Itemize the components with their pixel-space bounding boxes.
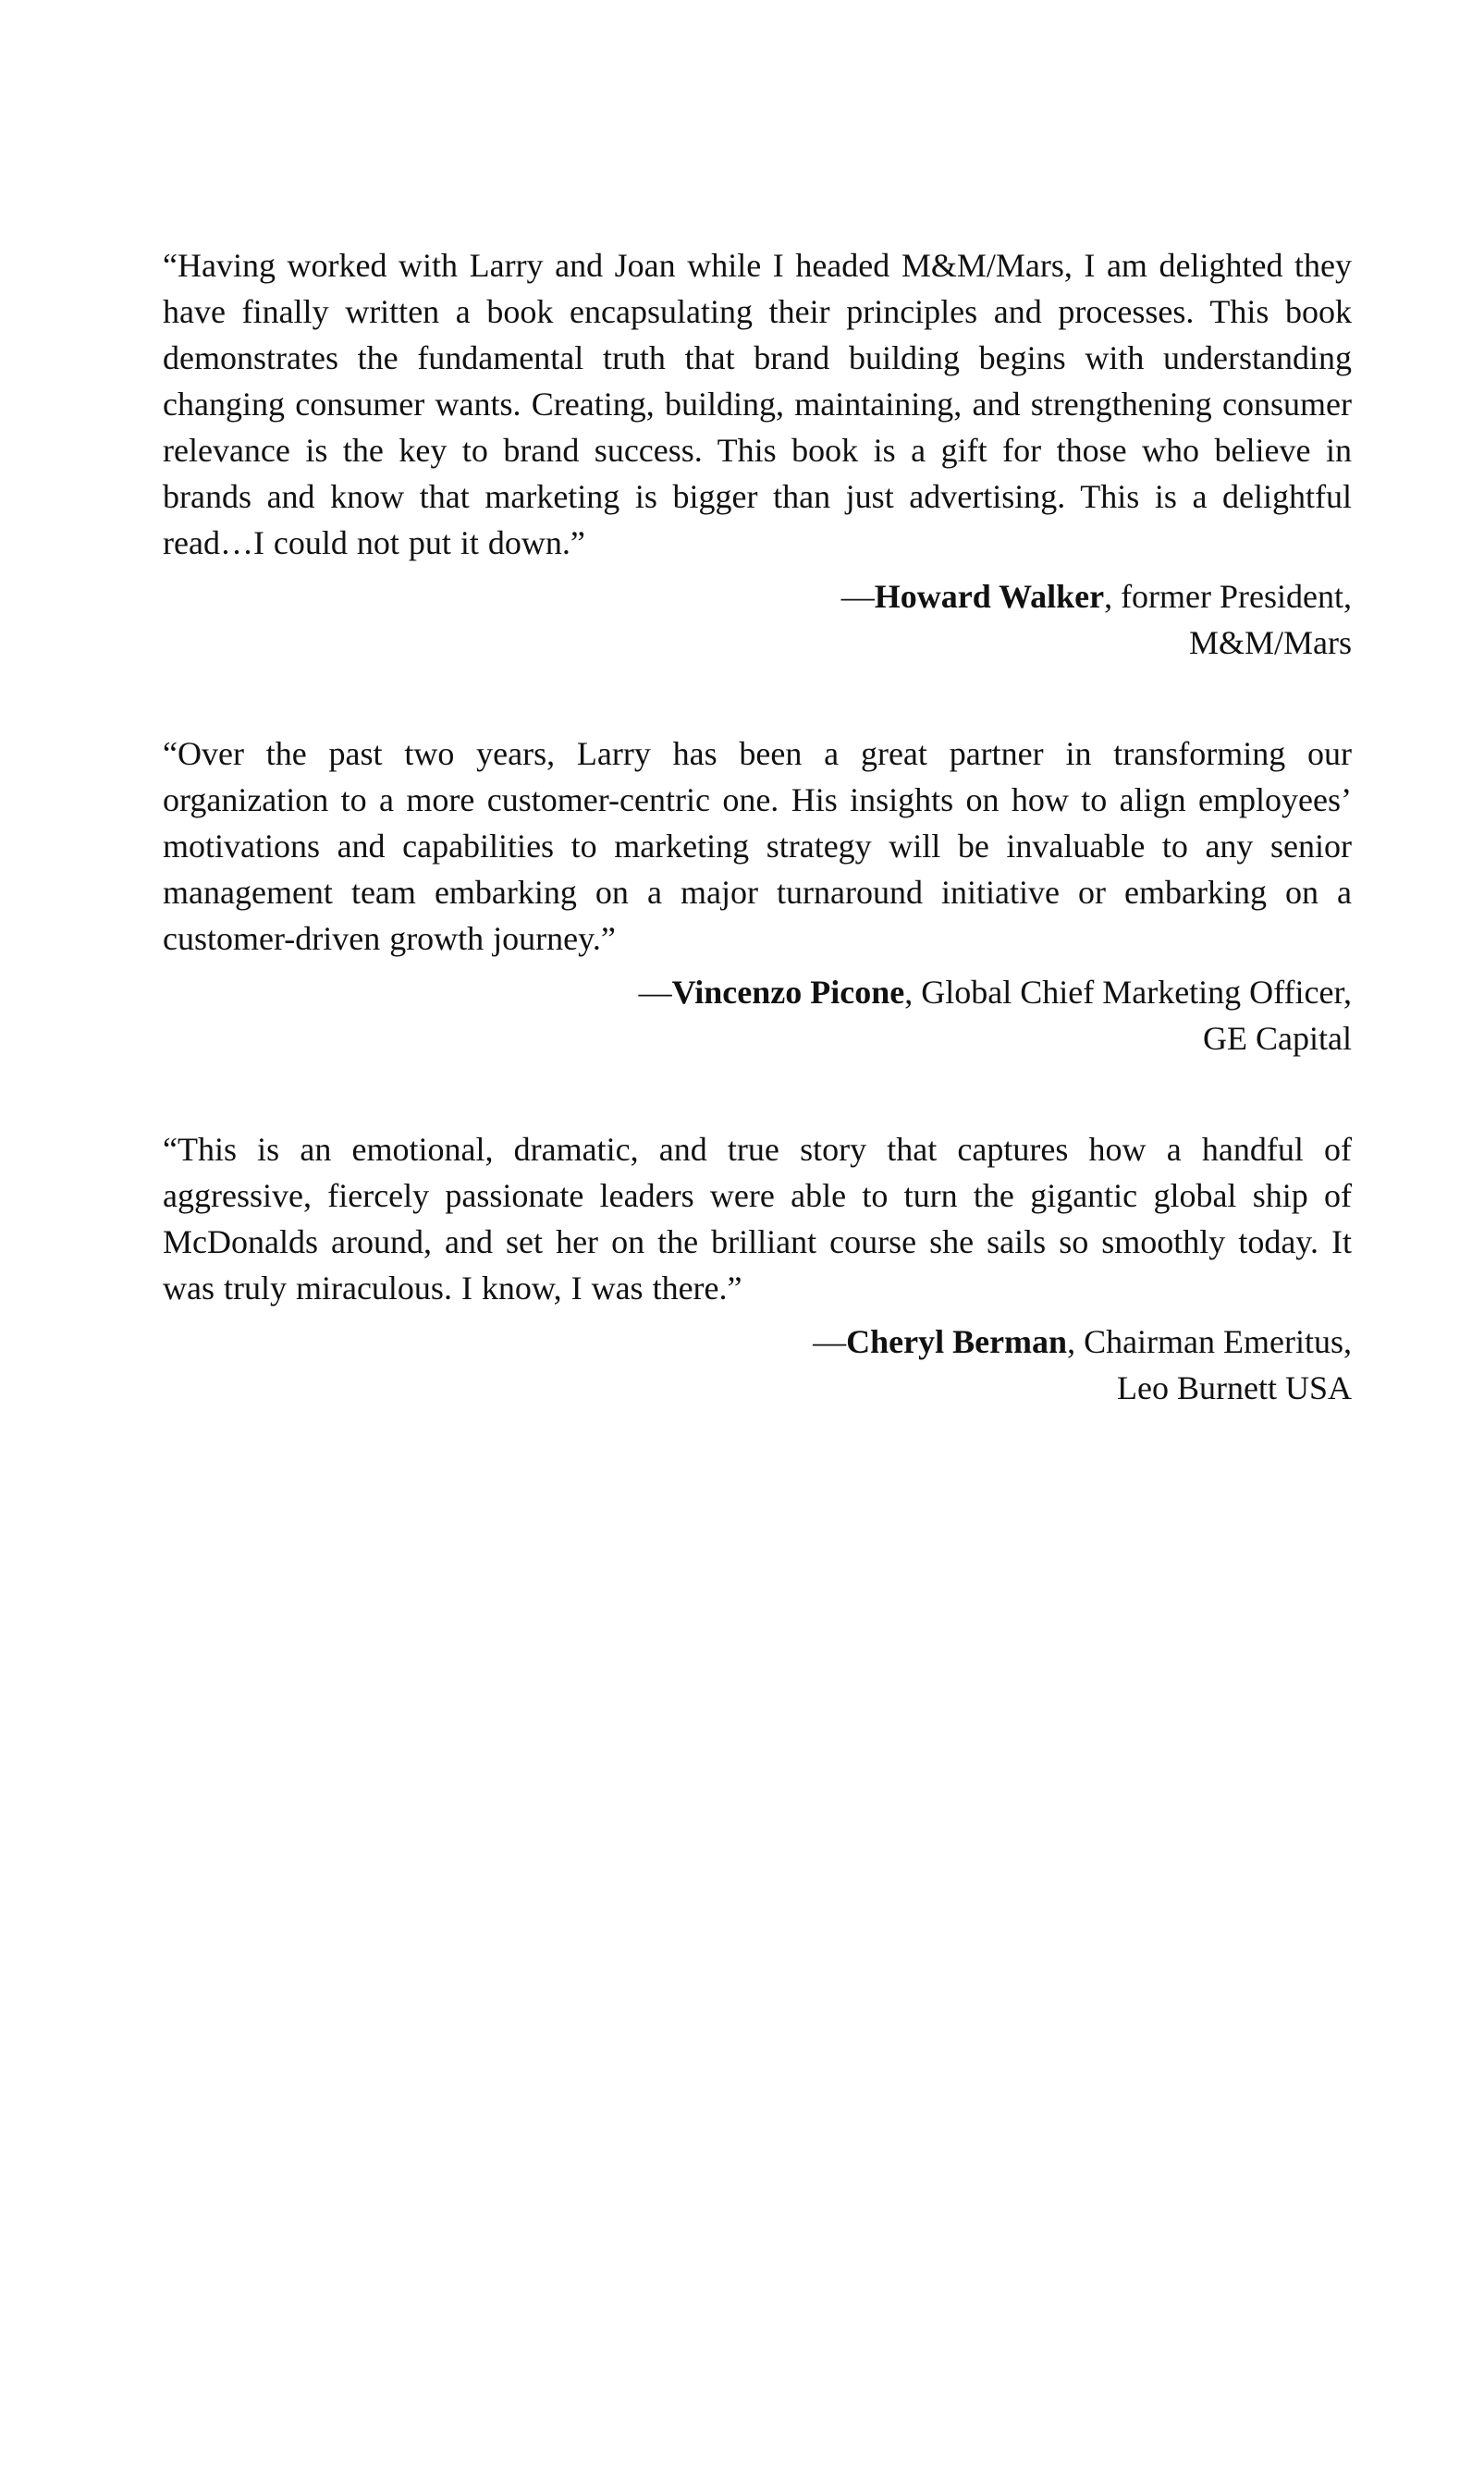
attribution-name-line	[163, 1319, 1352, 1365]
endorsement-vincenzo-picone	[163, 730, 1352, 1061]
endorsement-quote: “Over the past two years, Larry has been a great partner in transforming our organization to a more customer-centric one. His insights on how to align employees’ motivations and capabilities to marketing strategy will be invaluable to any senior management team embarking on a major turnaround initiative or embarking on a customer-driven growth journey.”	[163, 735, 1352, 957]
attribution-name-line	[163, 573, 1352, 620]
endorsement-cheryl-berman	[163, 1126, 1352, 1411]
endorser-title: , Global Chief Marketing Officer,	[904, 974, 1352, 1011]
endorser-title: , former President,	[1104, 578, 1352, 615]
attribution-name-line	[163, 969, 1352, 1015]
endorser-name: Cheryl Berman	[846, 1323, 1068, 1360]
endorser-name: Vincenzo Picone	[671, 974, 905, 1011]
endorsements-list	[163, 242, 1352, 1476]
endorsement-attribution	[163, 969, 1352, 1061]
endorsement-howard-walker	[163, 242, 1352, 666]
endorser-name: Howard Walker	[874, 578, 1105, 615]
attribution-dash: —	[638, 974, 672, 1011]
attribution-dash: —	[813, 1323, 847, 1360]
endorser-organization: M&M/Mars	[1188, 624, 1352, 661]
endorser-organization: Leo Burnett USA	[1117, 1369, 1352, 1406]
endorsement-quote: “Having worked with Larry and Joan while I headed M&M/Mars, I am delighted they have finally written a book encapsulating their principles and processes. This book demonstrates the fundamental truth that brand building begins with understanding changing consumer wants. Creating, building, maintaining, and strengthening consumer relevance is the key to brand success. This book is a gift for those who believe in brands and know that marketing is bigger than just advertising. This is a delightful read…I could not put it down.”	[163, 247, 1352, 561]
endorsement-attribution	[163, 573, 1352, 666]
endorser-title: , Chairman Emeritus,	[1067, 1323, 1352, 1360]
endorsement-quote: “This is an emotional, dramatic, and true story that captures how a handful of aggressive, fiercely passionate leaders were able to turn the gigantic global ship of McDonalds around, and set her on the brilliant course she sails so smoothly today. It was truly miraculous. I know, I was there.”	[163, 1131, 1352, 1307]
endorsement-attribution	[163, 1319, 1352, 1411]
attribution-dash: —	[840, 578, 875, 615]
endorser-organization: GE Capital	[1203, 1020, 1352, 1057]
